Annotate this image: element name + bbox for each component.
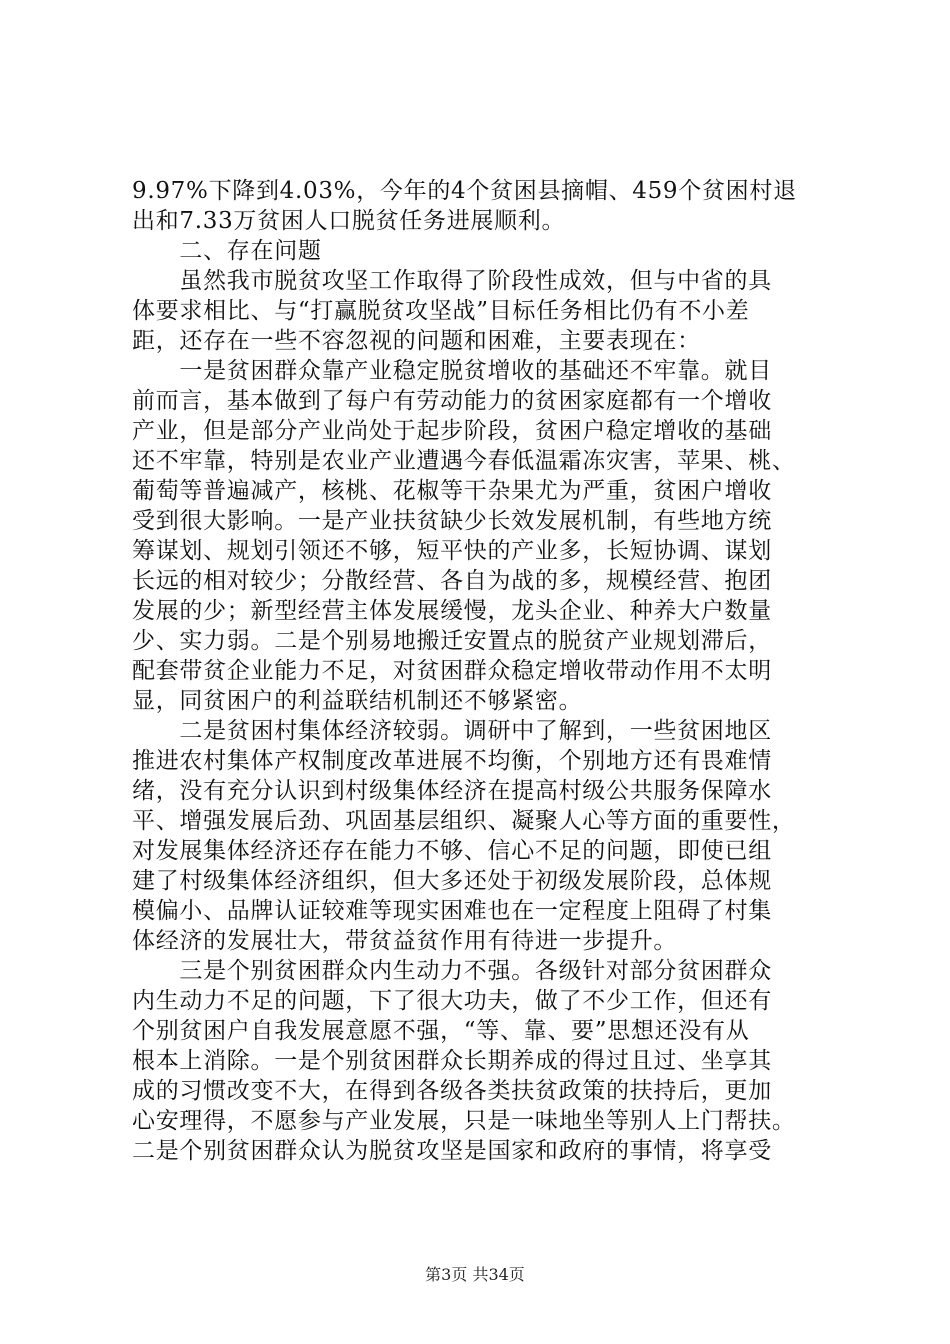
text-line: 显，同贫困户的利益联结机制还不够紧密。 bbox=[132, 688, 583, 714]
text-line: 少、实力弱。二是个别易地搬迁安置点的脱贫产业规划滞后， bbox=[132, 628, 772, 654]
text-line: 一是贫困群众靠产业稳定脱贫增收的基础还不牢靠。就目 bbox=[132, 358, 772, 384]
text-line: 葡萄等普遍减产，核桃、花椒等干杂果尤为严重，贫困户增收 bbox=[132, 478, 772, 504]
text-line: 还不牢靠，特别是农业产业遭遇今春低温霜冻灾害，苹果、桃、 bbox=[132, 448, 796, 474]
text-line: 二是贫困村集体经济较弱。调研中了解到，一些贫困地区 bbox=[132, 718, 772, 744]
text-line: 配套带贫企业能力不足，对贫困群众稳定增收带动作用不太明 bbox=[132, 658, 772, 684]
text-line: 成的习惯改变不大，在得到各级各类扶贫政策的扶持后，更加 bbox=[132, 1078, 772, 1104]
text-line: 三是个别贫困群众内生动力不强。各级针对部分贫困群众 bbox=[132, 958, 772, 984]
text-line: 出和7.33万贫困人口脱贫任务进展顺利。 bbox=[132, 208, 566, 234]
text-line: 二、存在问题 bbox=[132, 238, 322, 264]
text-line: 推进农村集体产权制度改革进展不均衡，个别地方还有畏难情 bbox=[132, 748, 772, 774]
text-line: 内生动力不足的问题，下了很大功夫，做了不少工作，但还有 bbox=[132, 988, 772, 1014]
text-line: 9.97%下降到4.03%，今年的4个贫困县摘帽、459个贫困村退 bbox=[132, 178, 797, 204]
text-line: 建了村级集体经济组织，但大多还处于初级发展阶段，总体规 bbox=[132, 868, 772, 894]
text-line: 产业，但是部分产业尚处于起步阶段，贫困户稳定增收的基础 bbox=[132, 418, 772, 444]
text-line: 前而言，基本做到了每户有劳动能力的贫困家庭都有一个增收 bbox=[132, 388, 772, 414]
text-line: 平、增强发展后劲、巩固基层组织、凝聚人心等方面的重要性， bbox=[132, 808, 796, 834]
text-line: 心安理得，不愿参与产业发展，只是一味地坐等别人上门帮扶。 bbox=[132, 1108, 796, 1134]
text-line: 受到很大影响。一是产业扶贫缺少长效发展机制，有些地方统 bbox=[132, 508, 772, 534]
text-line: 个别贫困户自我发展意愿不强，“等、靠、要”思想还没有从 bbox=[132, 1018, 750, 1044]
text-line: 根本上消除。一是个别贫困群众长期养成的得过且过、坐享其 bbox=[132, 1048, 772, 1074]
text-line: 对发展集体经济还存在能力不够、信心不足的问题，即使已组 bbox=[132, 838, 772, 864]
text-line: 模偏小、品牌认证较难等现实困难也在一定程度上阻碍了村集 bbox=[132, 898, 772, 924]
text-line: 体要求相比、与“打赢脱贫攻坚战”目标任务相比仍有不小差 bbox=[132, 298, 750, 324]
page-number-footer: 第3页 共34页 bbox=[425, 1265, 525, 1284]
text-line: 长远的相对较少；分散经营、各自为战的多，规模经营、抱团 bbox=[132, 568, 772, 594]
text-line: 体经济的发展壮大，带贫益贫作用有待进一步提升。 bbox=[132, 928, 678, 954]
text-line: 发展的少；新型经营主体发展缓慢，龙头企业、种养大户数量 bbox=[132, 598, 772, 624]
text-line: 绪，没有充分认识到村级集体经济在提高村级公共服务保障水 bbox=[132, 778, 772, 804]
text-line: 二是个别贫困群众认为脱贫攻坚是国家和政府的事情，将享受 bbox=[132, 1138, 772, 1164]
text-line: 筹谋划、规划引领还不够，短平快的产业多，长短协调、谋划 bbox=[132, 538, 772, 564]
body-text bbox=[132, 176, 844, 1166]
text-line: 距，还存在一些不容忽视的问题和困难，主要表现在： bbox=[132, 328, 701, 354]
text-line: 虽然我市脱贫攻坚工作取得了阶段性成效，但与中省的具 bbox=[132, 268, 772, 294]
